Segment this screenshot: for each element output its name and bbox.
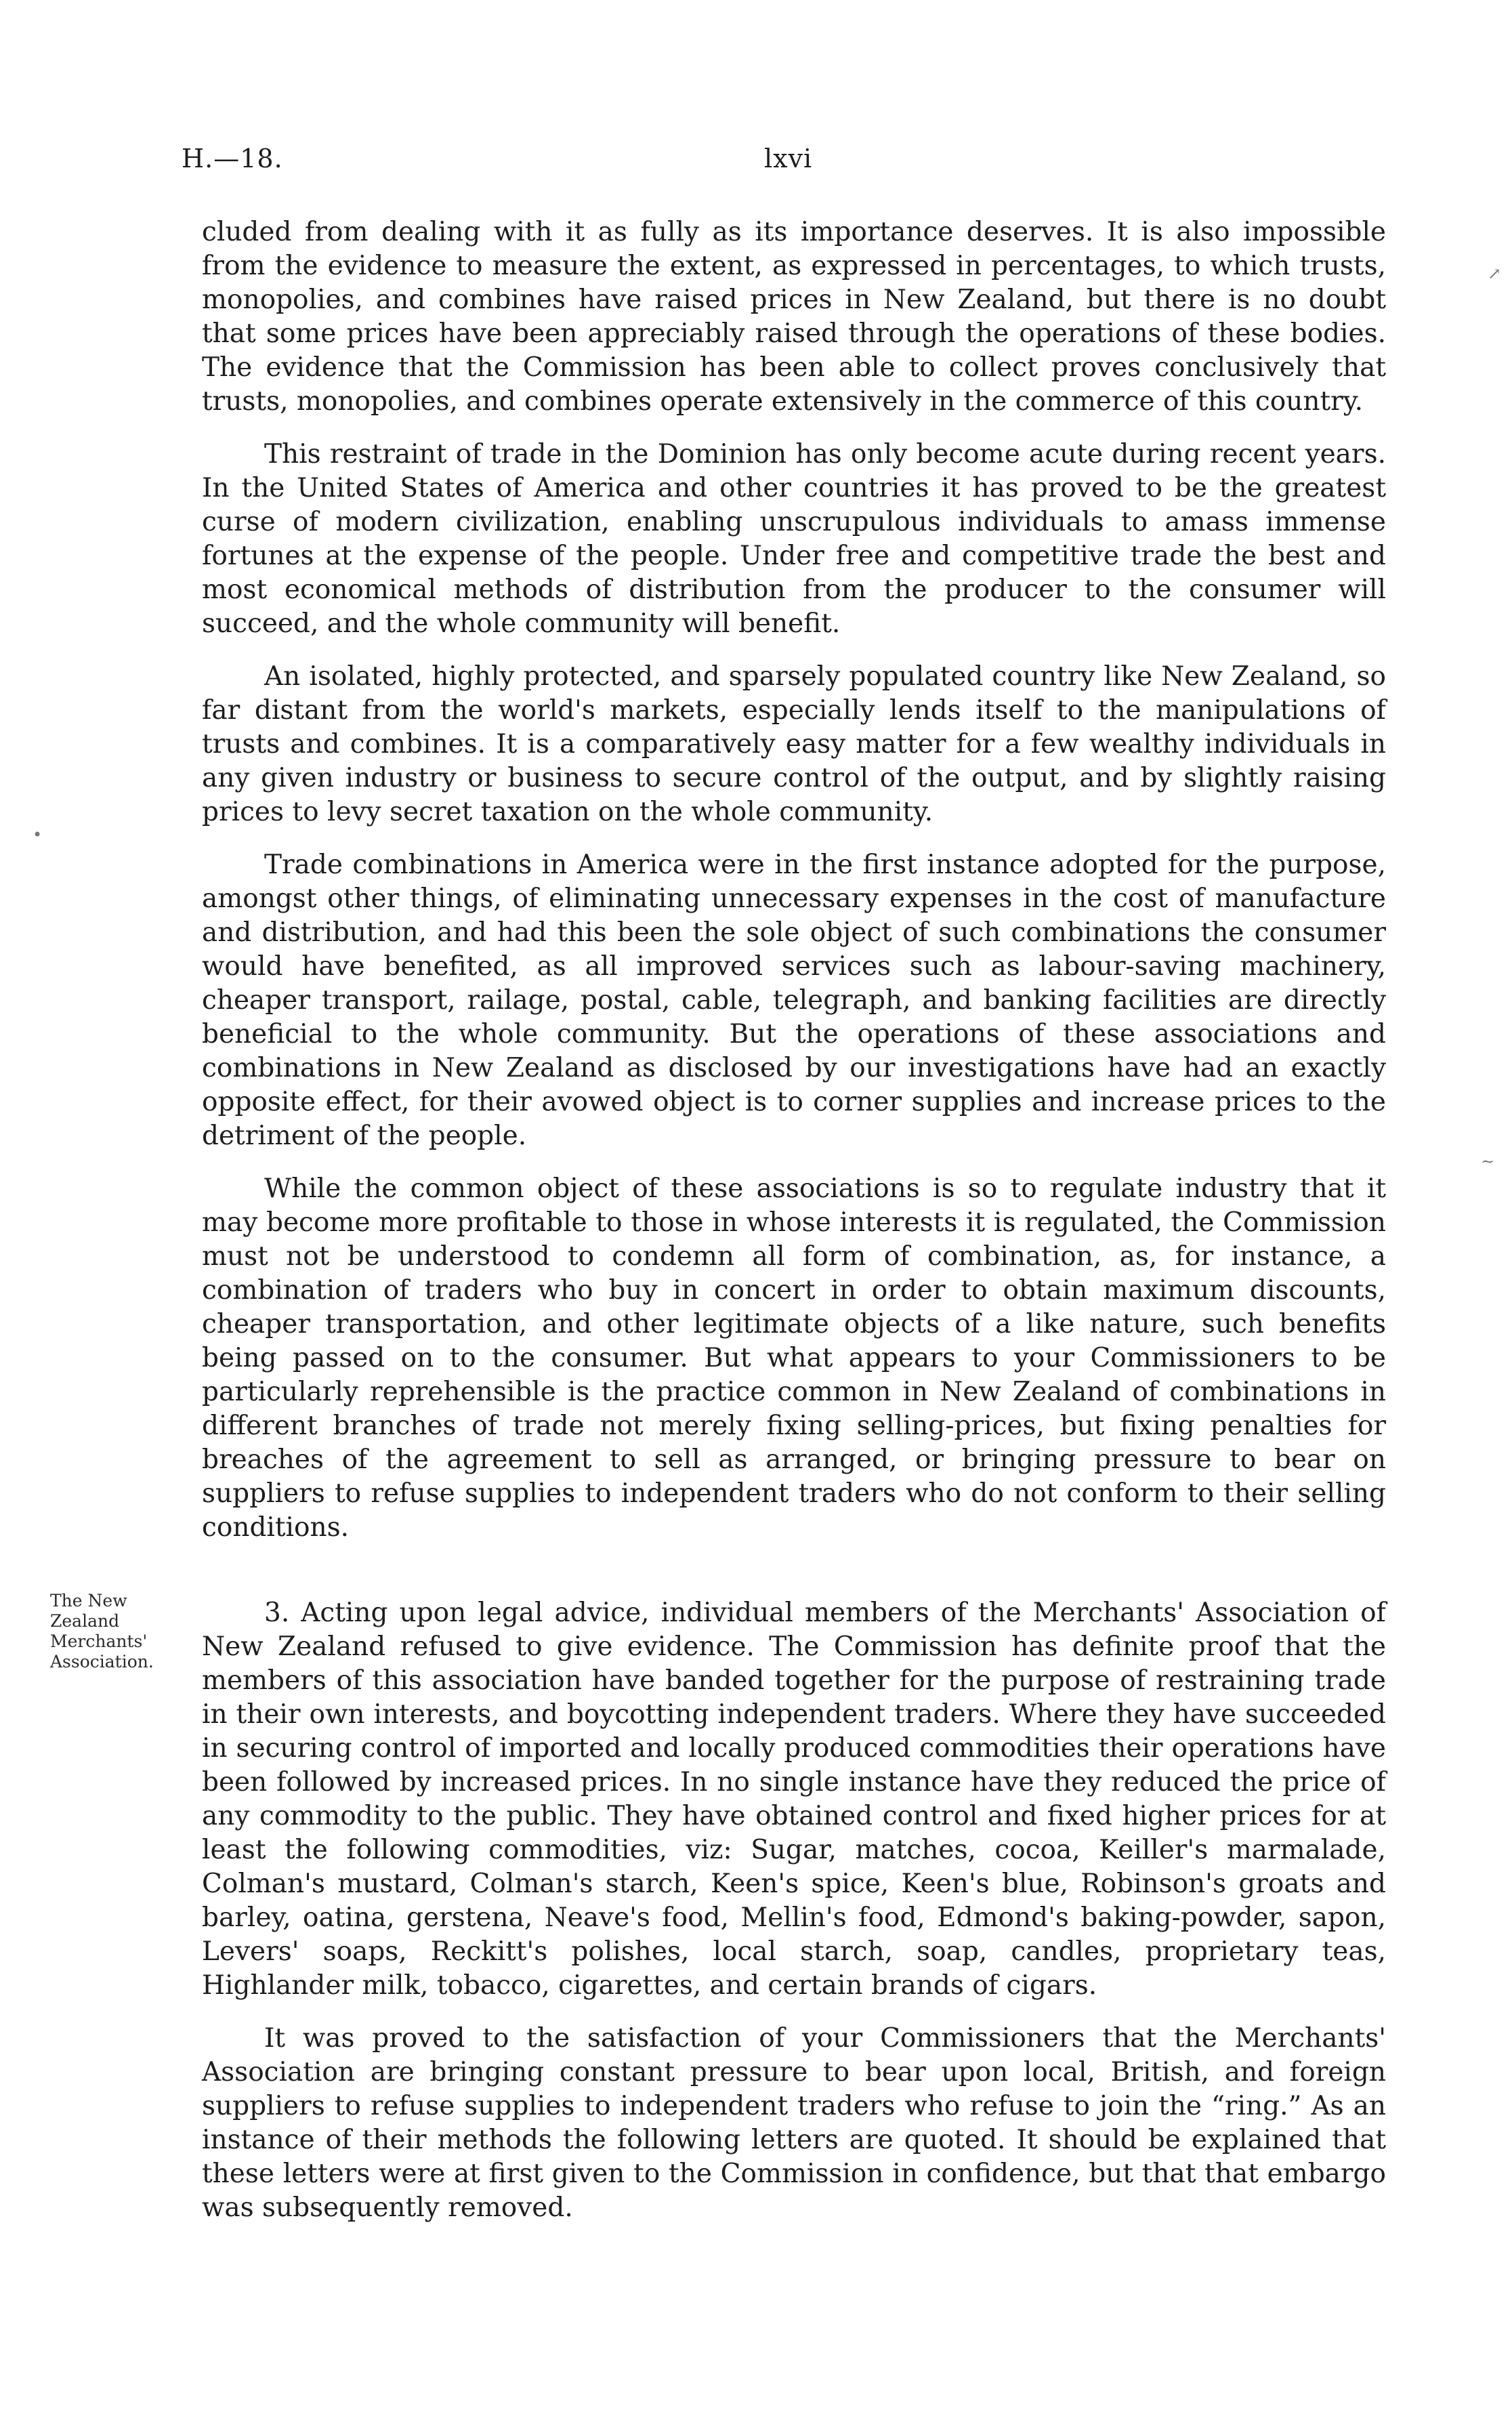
body-text [202, 215, 1386, 2244]
scan-mark: ↗ [1488, 264, 1502, 283]
page-number: lxvi [764, 144, 813, 173]
paragraph-section-3: 3. Acting upon legal advice, individual members of the Merchants' Association of New Zealand refused to give evidence. The Commission has definite proof that the members of this association have banded together for the purpose of restraining trade in their own interests, and boycotting independent traders. Where they have succeeded in securing control of imported and locally produced commodities their operations have been followed by increased prices. In no single instance have they reduced the price of any commodity to the public. They have obtained control and fixed higher prices for at least the following commodities, viz: Sugar, matches, cocoa, Keiller's marmalade, Colman's mustard, Colman's starch, Keen's spice, Keen's blue, Robinson's groats and barley, oatina, gerstena, Neave's food, Mellin's food, Edmond's baking-powder, sapon, Levers' soaps, Reckitt's polishes, local starch, soap, candles, proprietary teas, Highlander milk, tobacco, cigarettes, and certain brands of cigars. [202, 1598, 1386, 2001]
paragraph: cluded from dealing with it as fully as its importance deserves. It is also impossible from the evidence to measure the extent, as expressed in percentages, to which trusts, monopolies, and combines have raised prices in New Zealand, but there is no doubt that some prices have been appreciably raised through the operations of these bodies. The evidence that the Commission has been able to collect proves conclusively that trusts, monopolies, and combines operate extensively in the commerce of this country. [202, 217, 1386, 417]
marginal-note-line: The New [50, 1591, 127, 1610]
scan-mark: • [33, 825, 43, 844]
paragraph: This restraint of trade in the Dominion has only become acute during recent years. In the United States of America and other countries it has proved to be the greatest curse of modern civilization, enabling unscrupulous individuals to amass immense fortunes at the expense of the people. Under free and competitive trade the best and most economical methods of distribution from the producer to the consumer will succeed, and the whole community will benefit. [202, 439, 1386, 639]
paragraph: It was proved to the satisfaction of your Commissioners that the Merchants' Association are bringing constant pressure to bear upon local, British, and foreign suppliers to refuse supplies to independent traders who refuse to join the “ring.” As an instance of their methods the following letters are quoted. It should be explained that these letters were at first given to the Commission in confidence, but that that embargo was subsequently removed. [202, 2023, 1386, 2223]
paragraph: Trade combinations in America were in the first instance adopted for the purpose, amongst other things, of eliminating unnecessary expenses in the cost of manufacture and distribution, and had this been the sole object of such combinations the consumer would have benefited, as all improved services such as labour-saving machinery, cheaper transport, railage, postal, cable, telegraph, and banking facilities are directly beneficial to the whole community. But the operations of these associations and combinations in New Zealand as disclosed by our investigations have had an exactly opposite effect, for their avowed object is to corner supplies and increase prices to the detriment of the people. [202, 850, 1386, 1151]
marginal-note-line: Merchants' [50, 1631, 148, 1651]
scan-mark: ∼ [1481, 1152, 1495, 1171]
paragraph: While the common object of these associations is so to regulate industry that it may become more profitable to those in whose interests it is regulated, the Commission must not be understood to condemn all form of combination, as, for instance, a combination of traders who buy in concert in order to obtain maximum discounts, cheaper transportation, and other legitimate objects of a like nature, such benefits being passed on to the consumer. But what appears to your Commissioners to be particularly reprehensible is the practice common in New Zealand of combinations in different branches of trade not merely fixing selling-prices, but fixing penalties for breaches of the agreement to sell as arranged, or bringing pressure to bear on suppliers to refuse supplies to independent traders who do not conform to their selling conditions. [202, 1173, 1386, 1543]
marginal-note-line: Zealand [50, 1611, 120, 1631]
paragraph: An isolated, highly protected, and sparsely populated country like New Zealand, so far distant from the world's markets, especially lends itself to the manipulations of trusts and combines. It is a comparatively easy matter for a few wealthy individuals in any given industry or business to secure control of the output, and by slightly raising prices to levy secret taxation on the whole community. [202, 661, 1386, 827]
document-reference: H.—18. [182, 144, 283, 173]
marginal-note-line: Association. [50, 1652, 154, 1671]
marginal-note [50, 1591, 186, 1672]
